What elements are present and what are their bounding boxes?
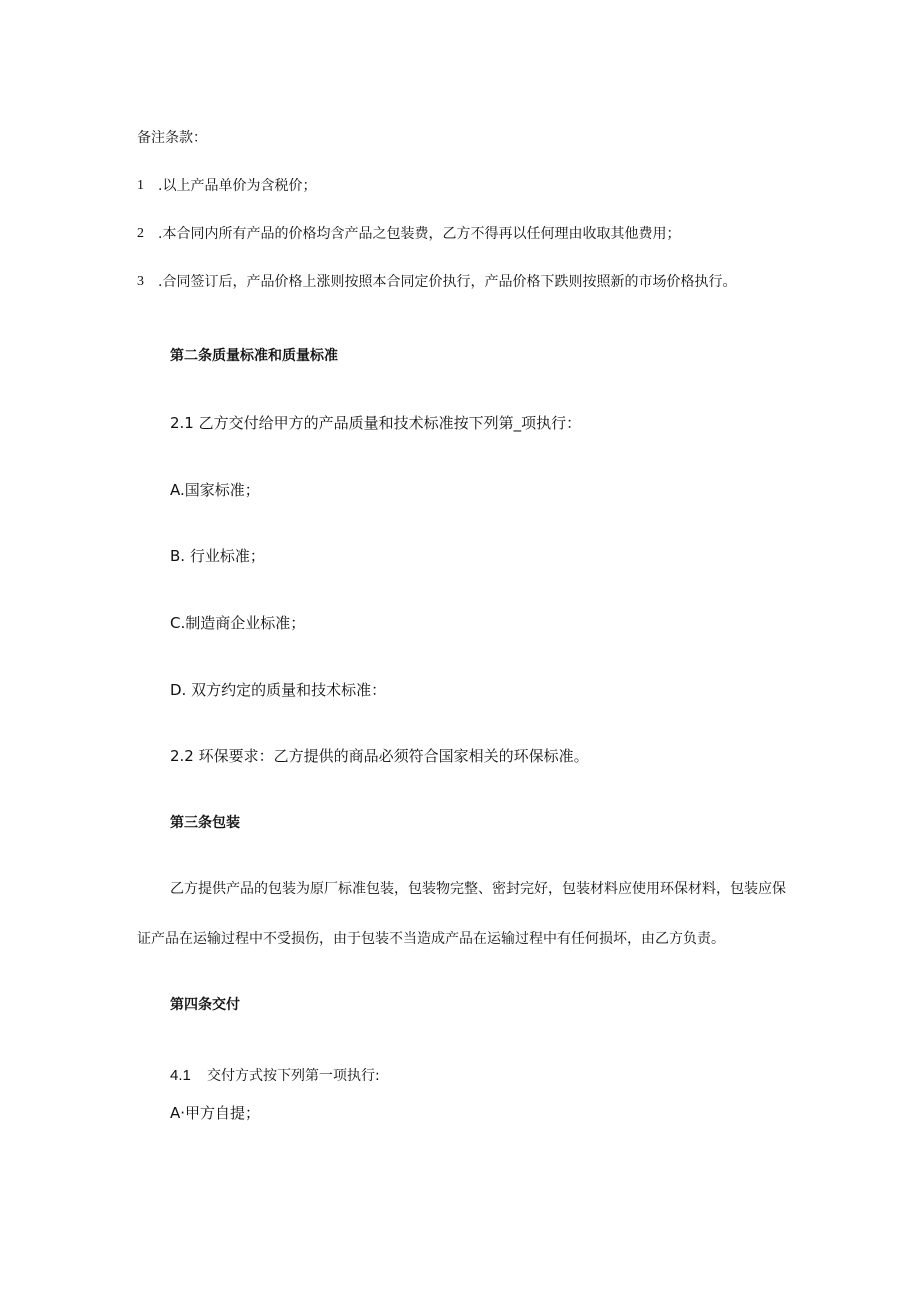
clause-4-1-number: 4.1 xyxy=(170,1067,191,1084)
clause-4-1-text: 交付方式按下列第一项执行: xyxy=(207,1068,380,1084)
article-heading: 第三条包装 xyxy=(170,815,240,831)
delivery-option-a: A·甲方自提； xyxy=(170,1104,261,1122)
remark-text: .本合同内所有产品的价格均含产品之包装费，乙方不得再以任何理由收取其他费用； xyxy=(158,226,681,242)
remark-number: 3 xyxy=(137,274,144,289)
remark-number: 2 xyxy=(137,226,144,241)
standard-option-b: B. 行业标准； xyxy=(170,547,265,565)
remark-text: .合同签订后，产品价格上涨则按照本合同定价执行，产品价格下跌则按照新的市场价格执行。 xyxy=(158,274,737,290)
article-heading: 第四条交付 xyxy=(170,997,240,1013)
packaging-text-line-1: 乙方提供产品的包装为原厂标准包装，包装物完整、密封完好，包装材料应使用环保材料，包装应保 xyxy=(170,881,786,897)
remarks-title: 备注条款： xyxy=(137,130,207,146)
clause-2-2: 2.2 环保要求：乙方提供的商品必须符合国家相关的环保标准。 xyxy=(170,747,589,765)
remark-number: 1 xyxy=(137,178,144,193)
standard-option-c: C.制造商企业标准； xyxy=(170,614,306,632)
packaging-text-line-2: 证产品在运输过程中不受损伤，由于包装不当造成产品在运输过程中有任何损坏，由乙方负责。 xyxy=(137,931,725,947)
article-heading: 第二条质量标准和质量标准 xyxy=(170,348,338,364)
remark-text: .以上产品单价为含税价； xyxy=(158,178,317,194)
standard-option-d: D. 双方约定的质量和技术标准： xyxy=(170,681,387,699)
standard-option-a: A.国家标准； xyxy=(170,481,260,499)
clause-2-1: 2.1 乙方交付给甲方的产品质量和技术标准按下列第_项执行： xyxy=(170,414,582,432)
